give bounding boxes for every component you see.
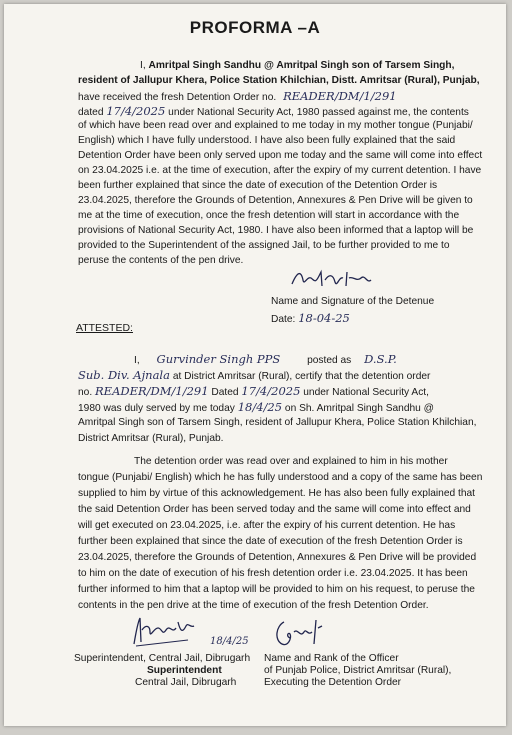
detenue-date: Date: 18-04-25 bbox=[271, 311, 350, 325]
officer-line-1: Name and Rank of the Officer bbox=[264, 653, 399, 664]
superintendent-line-3: Central Jail, Dibrugarh bbox=[135, 677, 237, 688]
officer-line-3: Executing the Detention Order bbox=[264, 677, 402, 688]
para2-line-2: Sub. Div. Ajnala at District Amritsar (Rural), certify that the detention order bbox=[78, 368, 431, 382]
para3-line-8: to him on the date of execution of his fresh detention order i.e. 23.04.2025. It has been bbox=[78, 568, 468, 579]
para1-line-9: been further explained that since the date of execution of the Detention Order is bbox=[78, 180, 438, 191]
para1-line-1: I, Amritpal Singh Sandhu @ Amritpal Singh son of Tarsem Singh, bbox=[140, 60, 455, 71]
served-date-handwritten: 18/4/25 bbox=[237, 400, 283, 414]
para2-line-6: District Amritsar (Rural), Punjab. bbox=[78, 433, 224, 444]
para1-line-8: on 23.04.2025 i.e. at the time of execution, after the expiry of my current detention. I have bbox=[78, 165, 482, 176]
document-page bbox=[4, 4, 506, 726]
superintendent-signature bbox=[128, 614, 208, 648]
para2-line-5: Amritpal Singh son of Tarsem Singh, resident of Jallupur Khera, Police Station Khilchian, bbox=[78, 417, 477, 428]
para2-line-4: 1980 was duly served by me today 18/4/25 on Sh. Amritpal Singh Sandhu @ bbox=[78, 400, 435, 414]
attested-heading: ATTESTED: bbox=[76, 322, 133, 334]
officer-signature bbox=[270, 614, 330, 650]
para3-line-7: 23.04.2025, therefore the Grounds of Detention, Annexures & Pen Drive will be provided bbox=[78, 552, 477, 563]
order-date-handwritten-2: 17/4/2025 bbox=[241, 384, 301, 398]
para2-line-3: no. READER/DM/1/291 Dated 17/4/2025 under National Security Act, bbox=[78, 384, 429, 398]
para1-line-5: of which have been read over and explained to me today in my mother tongue (Punjabi/ bbox=[78, 120, 473, 131]
order-number-handwritten-2: READER/DM/1/291 bbox=[95, 384, 209, 398]
para3-line-5: will get executed on 23.04.2025, i.e. after the expiry of his current detention. He has bbox=[78, 520, 456, 531]
para3-line-4: the said Detention Order has been served today and the same will come into effect and bbox=[78, 504, 471, 515]
superintendent-sign-date: 18/4/25 bbox=[210, 636, 249, 647]
para1-line-4: dated 17/4/2025 under National Security Act, 1980 passed against me, the contents bbox=[78, 104, 469, 118]
page-title: PROFORMA –A bbox=[189, 18, 321, 37]
officer-rank-handwritten: D.S.P. bbox=[364, 352, 397, 366]
subdivision-handwritten: Sub. Div. Ajnala bbox=[78, 368, 170, 382]
para1-line-10: 23.04.2025, therefore the Grounds of Detention, Annexures & Pen Drive will be given to bbox=[78, 195, 473, 206]
para1-line-11: me at the time of execution, once the fresh detention will start in accordance with the bbox=[78, 210, 460, 221]
order-date-handwritten: 17/4/2025 bbox=[106, 104, 166, 118]
para1-line-6: English) which I have fully understood. I have also been fully explained that the said bbox=[78, 135, 456, 146]
para3-line-1: The detention order was read over and explained to him in his mother bbox=[134, 456, 448, 467]
para3-line-6: further been explained that since the date of execution of the fresh Detention Order is bbox=[78, 536, 463, 547]
para1-line-12: provisions of National Security Act, 1980. I have also been informed that a laptop will be bbox=[78, 225, 474, 236]
officer-name-handwritten: Gurvinder Singh PPS bbox=[156, 352, 281, 366]
para3-line-3: supplied to him by virtue of this acknowledgement. He has also been fully explained that bbox=[78, 488, 475, 499]
detenue-signature bbox=[289, 266, 374, 292]
officer-line-2: of Punjab Police, District Amritsar (Rural), bbox=[264, 665, 452, 676]
para3-line-10: contents in the pen drive at the time of execution of the fresh Detention Order. bbox=[78, 600, 429, 611]
detenue-name-label: Name and Signature of the Detenue bbox=[271, 296, 435, 307]
superintendent-line-2: Superintendent bbox=[147, 665, 222, 676]
para1-line-2: resident of Jallupur Khera, Police Station Khilchian, Distt. Amritsar (Rural), Punjab, bbox=[78, 75, 480, 86]
order-number-handwritten: READER/DM/1/291 bbox=[283, 89, 397, 103]
para1-line-7: Detention Order have been only served upon me today and the same will come into effect bbox=[78, 150, 483, 161]
para1-line-13: provided to the Superintendent of the assigned Jail, to be further provided to me to bbox=[78, 240, 450, 251]
para3-line-9: further informed to him that a laptop will be provided to him on his request, to peruse the bbox=[78, 584, 475, 595]
para2-line-1: I, Gurvinder Singh PPS posted as D.S.P. bbox=[134, 352, 397, 366]
para3-line-2: tongue (Punjabi/ English) which he has fully understood and a copy of the same has been bbox=[78, 472, 483, 483]
para1-line-3: have received the fresh Detention Order no. READER/DM/1/291 bbox=[78, 89, 397, 103]
detenue-date-handwritten: 18-04-25 bbox=[298, 311, 350, 325]
para1-line-14: peruse the contents of the pen drive. bbox=[78, 255, 244, 266]
superintendent-line-1: Superintendent, Central Jail, Dibrugarh bbox=[74, 653, 251, 664]
